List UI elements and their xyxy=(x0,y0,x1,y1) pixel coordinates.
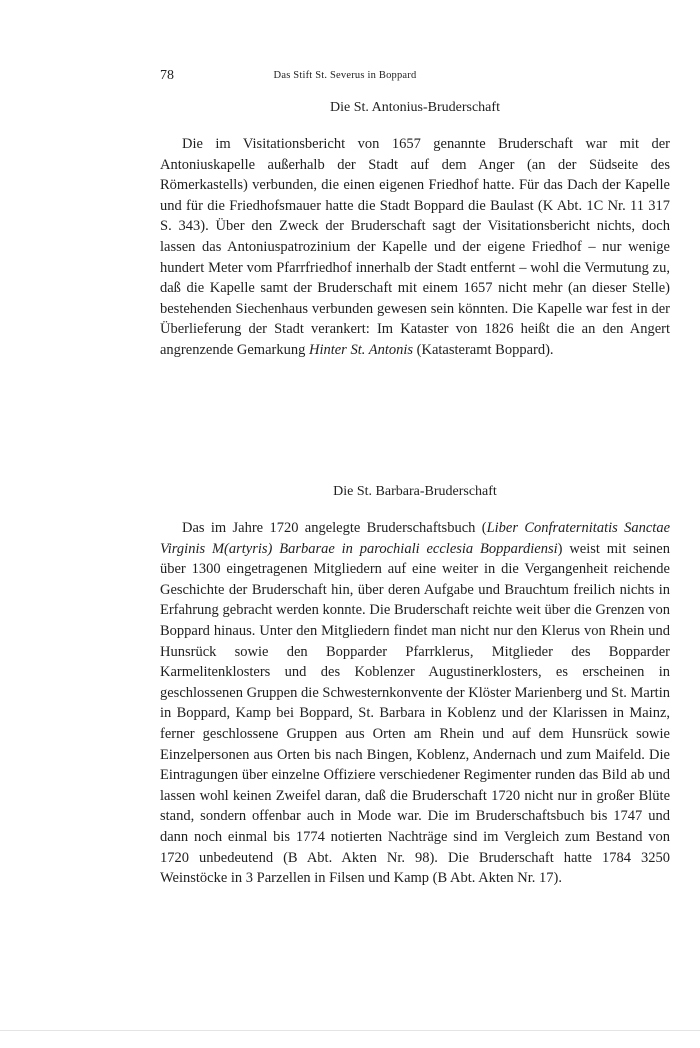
paragraph-text: Das im Jahre 1720 angelegte Bruderschaftsbuch ( xyxy=(182,520,487,536)
section-paragraph xyxy=(160,134,670,361)
italic-title: Liber Confraternitatis Sanctae Virginis M(artyris) Barbarae in parochiali ecclesia Boppardiensi xyxy=(160,520,671,557)
paragraph-text-end: ) weist mit seinen über 1300 eingetragenen Mitgliedern auf eine weiter in die Vergangenheit reichende Geschichte der Bruderschaft hin, über deren Aufgabe und Brauchtum freilich nichts in Erfahrung gebracht werden konnte. Die Bruderschaft reichte weit über die Grenzen von Boppard hinaus. Unter den Mitgliedern findet man nicht nur den Klerus von Rhein und Hunsrück sowie den Bopparder Pfarrklerus, Mitglieder des Bopparder Karmelitenklosters und des Koblenzer Augustinerklosters, es erscheinen in geschlossenen Gruppen die Schwesternkonvente der Klöster Marienberg und St. Martin in Boppard, Kamp bei Boppard, St. Barbara in Koblenz und der Klarissen in Mainz, ferner geschlossene Gruppen aus Orten am Rhein und auf dem Hunsrück sowie Einzelpersonen aus Orten bis nach Bingen, Koblenz, Andernach und zum Maifeld. Die Eintragungen über einzelne Offiziere verschiedener Regimenter runden das Bild ab und lassen wohl keinen Zweifel daran, daß die Bruderschaft 1720 nicht nur in großer Blüte stand, sondern offenbar auch in Mode war. Die im Bruderschaftsbuch bis 1747 und dann noch einmal bis 1774 notierten Nachträge sind im Vergleich zum Bestand von 1720 unbedeutend (B Abt. Akten Nr. 98). Die Bruderschaft hatte 1784 3250 Weinstöcke in 3 Parzellen in Filsen und Kamp (B Abt. Akten Nr. 17). xyxy=(160,540,670,887)
section-heading: Die St. Barbara-Bruderschaft xyxy=(333,484,497,499)
section-heading: Die St. Antonius-Bruderschaft xyxy=(330,100,500,115)
section-barbara xyxy=(160,484,670,889)
paragraph-text: Die im Visitationsbericht von 1657 genannte Bruderschaft war mit der Antoniuskapelle außerhalb der Stadt auf dem Anger (an der Südseite des Römerkastells) verbunden, die einen eigenen Friedhof hatte. Für das Dach der Kapelle und für die Friedhofsmauer hatte die Stadt Boppard die Baulast (K Abt. 1C Nr. 11 317 S. 343). Über den Zweck der Bruderschaft sagt der Visitationsbericht nichts, doch lassen das Antoniuspatrozinium der Kapelle und der eigene Friedhof – nur wenige hundert Meter vom Pfarrfriedhof innerhalb der Stadt entfernt – wohl die Vermutung zu, daß die Kapelle samt der Bruderschaft mit einem 1657 nicht mehr (an dieser Stelle) bestehenden Siechenhaus verbunden gewesen sein könnten. Die Kapelle war fest in der Überlieferung der Stadt verankert: Im Kataster von 1826 heißt die an den Angert angrenzende Gemarkung xyxy=(160,136,670,358)
page-header xyxy=(160,68,530,86)
running-title: Das Stift St. Severus in Boppard xyxy=(273,70,417,81)
page-number: 78 xyxy=(160,68,174,83)
section-paragraph xyxy=(160,518,670,889)
scan-edge xyxy=(0,1030,700,1031)
section-antonius xyxy=(160,100,670,361)
paragraph-text-end: (Katasteramt Boppard). xyxy=(413,341,554,358)
italic-phrase: Hinter St. Antonis xyxy=(308,341,414,358)
